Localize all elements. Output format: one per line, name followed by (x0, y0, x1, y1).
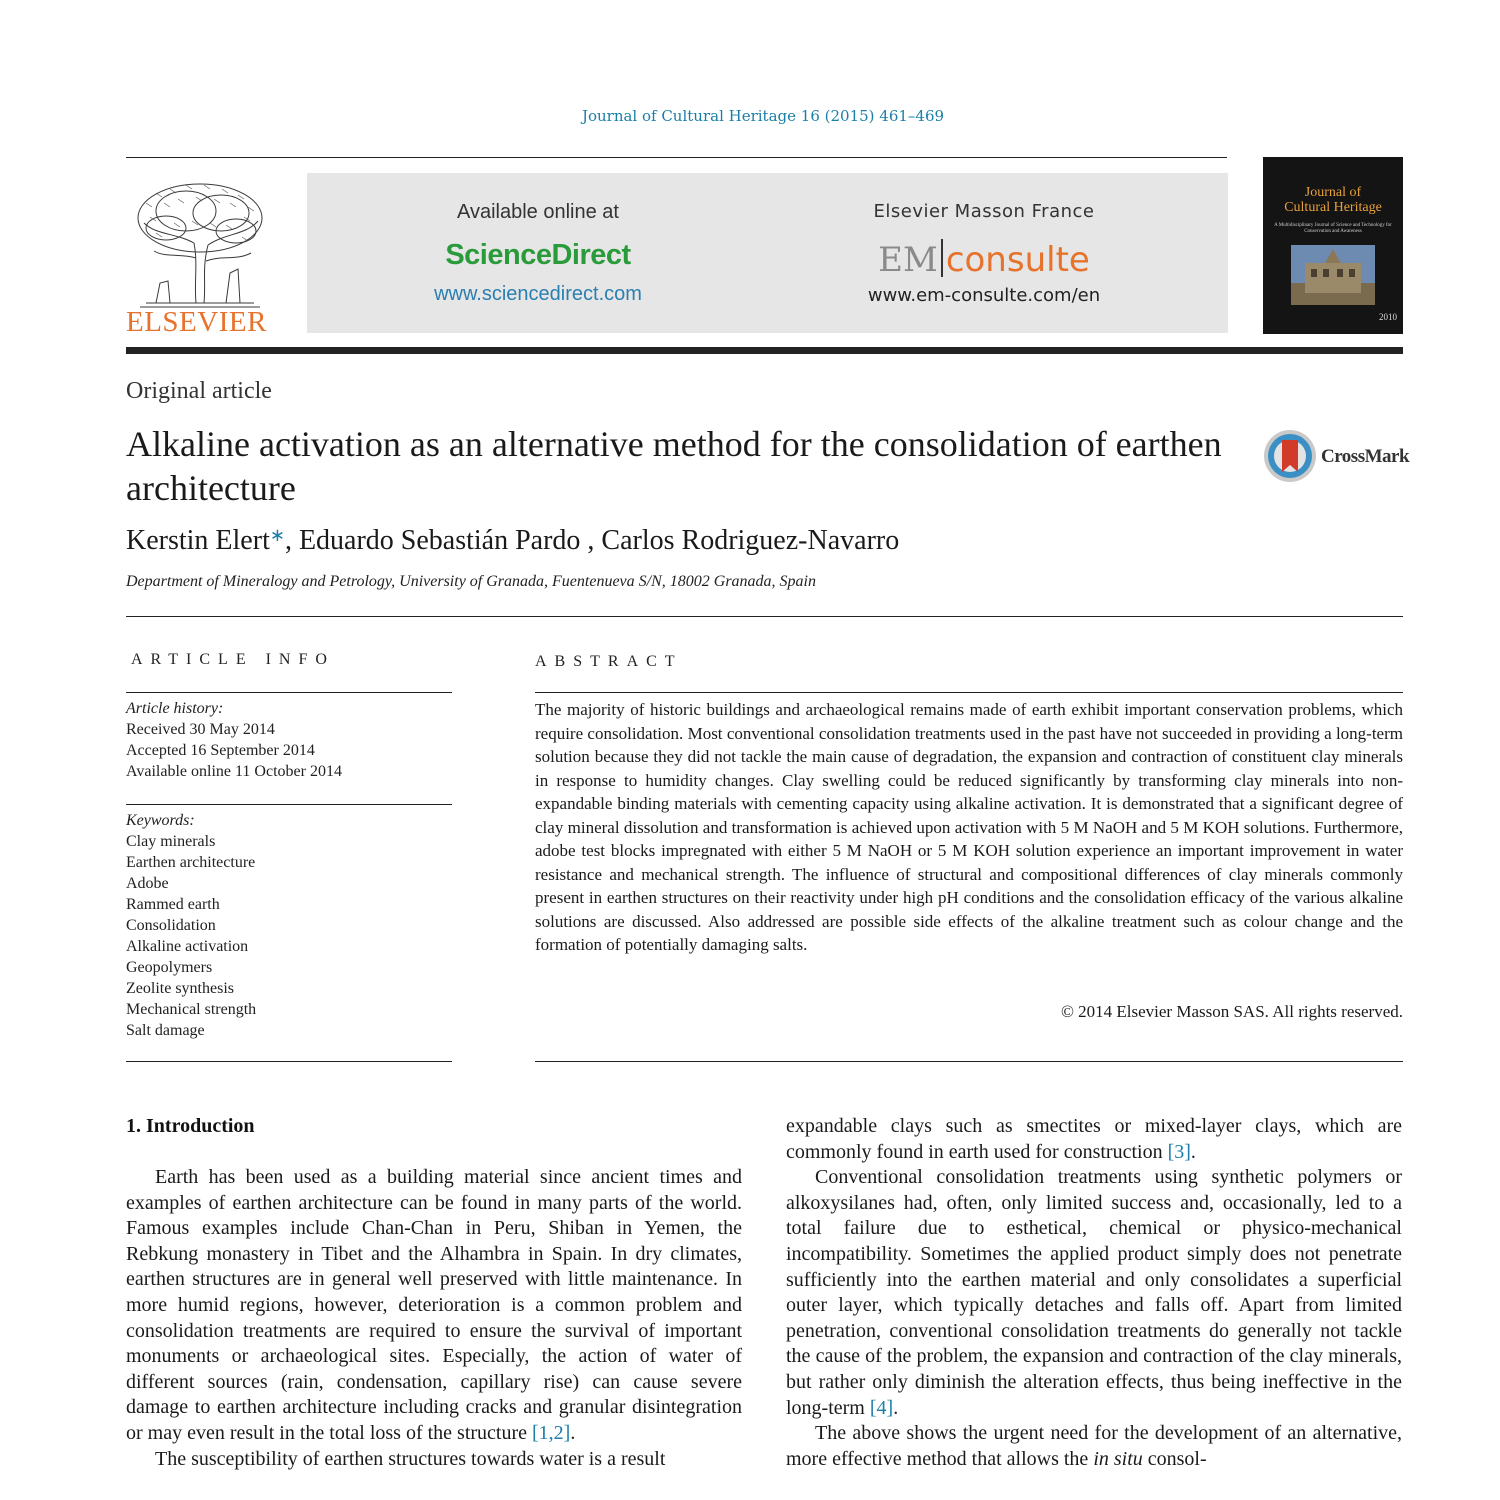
author-list (126, 525, 899, 557)
paragraph-text: Earth has been used as a building material since ancient times and examples of earthen architecture can be found in many parts of the world. Famous examples include Chan-Chan in Peru, Shiban in Yemen, the Rebkung monastery in Tibet and the Alhambra in Spain. In dry climates, earthen structures are in general well preserved with little maintenance. In more humid regions, however, deterioration is a common problem and consolidation treatments are required to ensure the survival of important monuments or archaeological sites. Especially, the action of water of different sources (rain, condensation, capillary rise) can cause severe damage to earthen architecture including cracks and granular disintegration or may even result in the total loss of the structure (126, 1166, 742, 1444)
affiliation: Department of Mineralogy and Petrology, University of Granada, Fuentenueva S/N, 18002 Granada, Spain (126, 573, 816, 590)
history-accepted: Accepted 16 September 2014 (126, 742, 315, 759)
article-info-divider-top (126, 692, 452, 693)
paragraph: The susceptibility of earthen structures towards water is a result (155, 1447, 666, 1470)
title-divider (126, 616, 1403, 617)
paragraph: Earth has been used as a building material since ancient times and examples of earthen architecture can be found in many parts of the world. Famous examples include Chan-Chan in Peru, Shiban in Yemen, the Rebkung monastery in Tibet and the Alhambra in Spain. In dry climates, earthen structures are in general well preserved with little maintenance. In more humid regions, however, deterioration is a common problem and consolidation treatments are required to ensure the survival of important monuments or archaeological sites. Especially, the action of water of different sources (rain, condensation, capillary rise) can cause severe damage to earthen architecture including cracks and granular disintegration or may even result in the total loss of the structure [1,2]. (126, 1166, 742, 1444)
journal-reference-link[interactable]: Journal of Cultural Heritage 16 (2015) 461–469 (581, 107, 945, 125)
emconsulte-logo[interactable] (769, 239, 1199, 280)
sciencedirect-logo[interactable]: ScienceDirect (445, 239, 631, 271)
keyword-item: Alkaline activation (126, 938, 249, 955)
cover-building-image (1291, 245, 1375, 305)
keywords-label: Keywords: (126, 812, 195, 829)
paragraph-text: Conventional consolidation treatments using synthetic polymers or alkoxysilanes had, often, only limited success and, occasionally, led to a total failure due to esthetical, chemical or physico-mechanical incompatibility. Sometimes the applied product simply does not penetrate sufficiently into the earthen material and only consolidates a superficial outer layer, which typically detaches and falls off. Apart from limited penetration, conventional consolidation treatments do generally not tackle the cause of the problem, the expansion and contraction of the clay minerals, but rather only diminish the alteration effects, thus being ineffective in the long-term (786, 1166, 1402, 1419)
paragraph-text: The above shows the urgent need for the development of an alternative, more effective method that allows the (786, 1422, 1402, 1470)
article-history (126, 698, 452, 782)
paragraph (786, 1421, 1402, 1472)
article-info-heading: ARTICLE INFO (131, 651, 335, 668)
keyword-item: Consolidation (126, 917, 216, 934)
emphasis-text: in situ (1093, 1447, 1143, 1470)
top-divider (126, 157, 1227, 158)
keyword-item: Clay minerals (126, 833, 216, 850)
abstract-divider-top (535, 692, 1403, 693)
paragraph-text: expandable clays such as smectites or mixed-layer clays, which are commonly found in earth used for construction (786, 1115, 1402, 1163)
body-column-left (126, 1165, 742, 1472)
emconsulte-logo-em: EM (878, 240, 938, 280)
header-thick-divider (126, 347, 1403, 354)
paragraph-text: consol- (1142, 1447, 1207, 1470)
body-column-right (786, 1114, 1402, 1472)
journal-reference[interactable] (0, 107, 1500, 125)
keyword-item: Geopolymers (126, 959, 213, 976)
cover-title-line2: Cultural Heritage (1284, 200, 1382, 215)
citation-link[interactable]: [1,2] (532, 1421, 571, 1444)
paragraph: Conventional consolidation treatments using synthetic polymers or alkoxysilanes had, often, only limited success and, occasionally, led to a total failure due to esthetical, chemical or physico-mechanical incompatibility. Sometimes the applied product simply does not penetrate sufficiently into the earthen material and only consolidates a superficial outer layer, which typically detaches and falls off. Apart from limited penetration, conventional consolidation treatments do generally not tackle the cause of the problem, the expansion and contraction of the clay minerals, but rather only diminish the alteration effects, thus being ineffective in the long-term [4]. (786, 1166, 1402, 1419)
citation-link[interactable]: [4] (869, 1396, 894, 1419)
cover-subtitle: A Multidisciplinary Journal of Science and Technology for Conservation and Awareness (1274, 223, 1392, 234)
corresponding-author-mark[interactable]: ∗ (269, 525, 285, 545)
history-label: Article history: (126, 700, 224, 717)
cover-year: 2010 (1379, 312, 1397, 322)
keyword-item: Rammed earth (126, 896, 220, 913)
keyword-list (126, 810, 452, 1041)
emconsulte-publisher: Elsevier Masson France (873, 201, 1095, 222)
article-title: Alkaline activation as an alternative method for the consolidation of earthen architecture (126, 424, 1222, 508)
keyword-item: Adobe (126, 875, 169, 892)
keyword-item: Earthen architecture (126, 854, 256, 871)
emconsulte-logo-divider (941, 239, 943, 277)
abstract-heading: ABSTRACT (535, 653, 683, 670)
other-authors[interactable]: , Eduardo Sebastián Pardo , Carlos Rodriguez-Navarro (284, 525, 900, 556)
crossmark-label[interactable]: CrossMark (1321, 446, 1410, 467)
abstract-divider-bottom (535, 1061, 1403, 1062)
abstract-text: The majority of historic buildings and archaeological remains made of earth exhibit important conservation problems, which require consolidation. Most conventional consolidation treatments used in the past have not succeeded in providing a long-term solution because they did not tackle the main cause of degradation, the expansion and contraction of constituent clay minerals in response to humidity changes. Clay swelling could be reduced significantly by transforming clay minerals into non-expandable binding materials with cementing capacity using alkaline activation. It is demonstrated that a significant degree of clay mineral dissolution and transformation is achieved upon activation with 5 M NaOH and 5 M KOH solutions. Furthermore, adobe test blocks impregnated with either 5 M NaOH or 5 M KOH solution experience an important improvement in water resistance and mechanical strength. The influence of structural and compositional differences of clay minerals commonly present in earthen structures on their reactivity under high pH conditions and the consolidation efficacy of the various alkaline solutions are discussed. Also addressed are possible side effects of the alkaline treatment such as colour change and the formation of potentially damaging salts. (535, 700, 1403, 954)
paragraph: expandable clays such as smectites or mixed-layer clays, which are commonly found in earth used for construction [3]. (786, 1115, 1402, 1163)
emconsulte-url[interactable]: www.em-consulte.com/en (867, 285, 1101, 306)
emconsulte-logo-consulte: consulte (945, 240, 1090, 280)
history-received: Received 30 May 2014 (126, 721, 275, 738)
journal-cover[interactable] (1263, 157, 1403, 334)
author-elert[interactable]: Kerstin Elert (126, 525, 270, 556)
cover-title-line1: Journal of (1304, 185, 1362, 200)
keyword-item: Mechanical strength (126, 1001, 257, 1018)
keyword-item: Zeolite synthesis (126, 980, 234, 997)
elsevier-wordmark: ELSEVIER (126, 306, 267, 338)
cover-title (1263, 185, 1403, 215)
article-info-divider-bottom (126, 1061, 452, 1062)
copyright-notice: © 2014 Elsevier Masson SAS. All rights reserved. (1060, 1002, 1403, 1021)
keyword-item: Salt damage (126, 1022, 205, 1039)
sciencedirect-url[interactable]: www.sciencedirect.com (434, 283, 642, 305)
history-online: Available online 11 October 2014 (126, 763, 342, 780)
publisher-banner (307, 173, 1228, 333)
citation-link[interactable]: [3] (1167, 1140, 1191, 1163)
section-heading-introduction: 1. Introduction (126, 1115, 255, 1137)
article-info-divider-mid (126, 804, 452, 805)
article-type: Original article (126, 378, 272, 404)
sciencedirect-available-text: Available online at (457, 201, 619, 223)
